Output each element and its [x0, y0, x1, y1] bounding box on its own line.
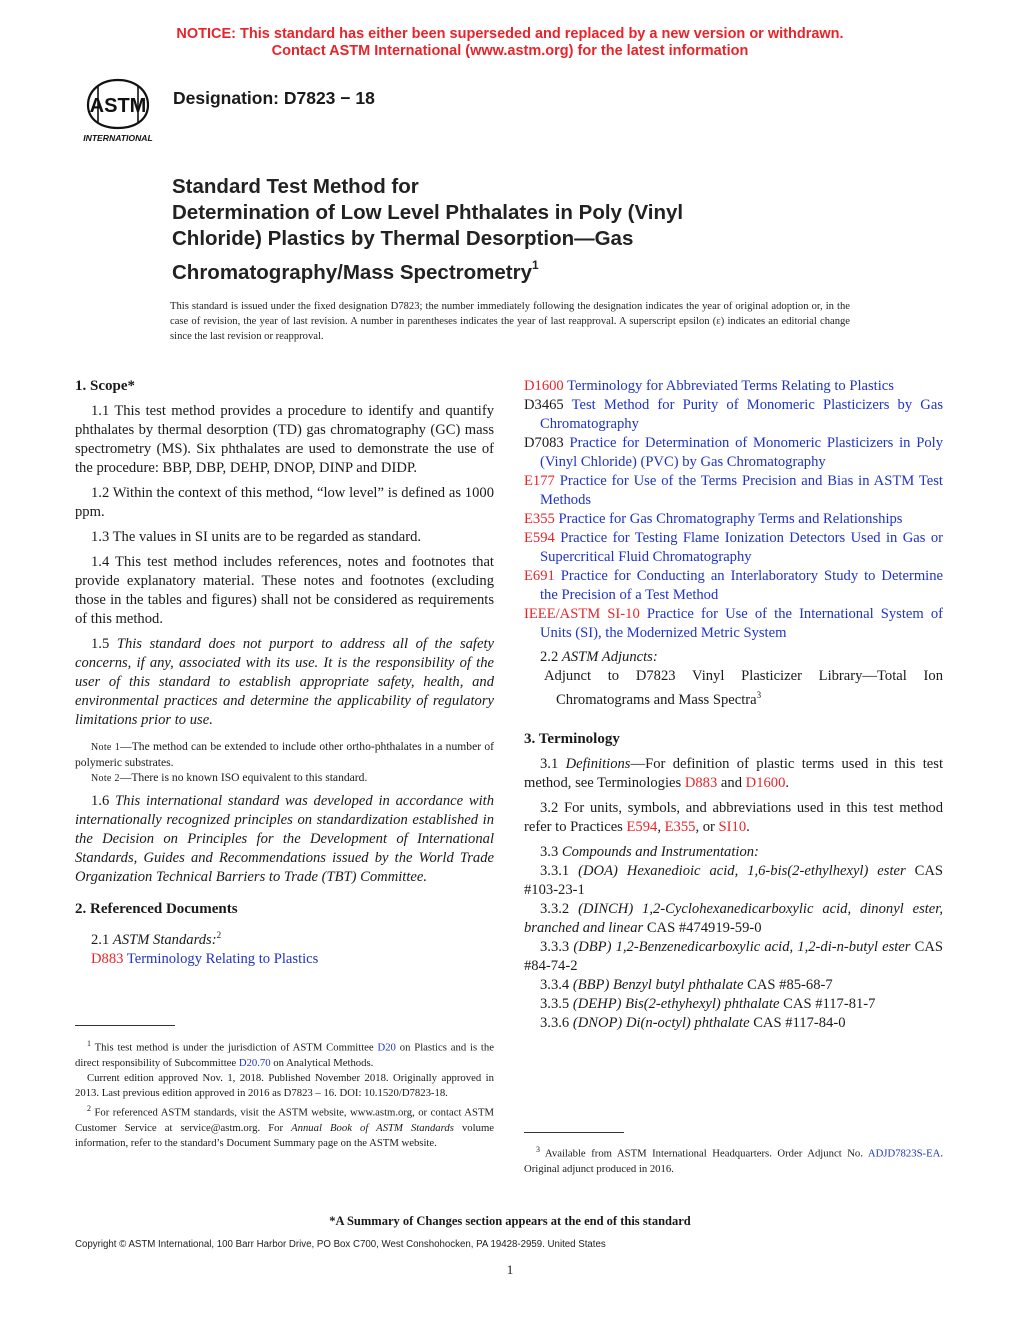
para-1-6-number: 1.6	[91, 793, 110, 809]
referenced-documents-list	[524, 377, 943, 643]
para-3-2-text-b: ,	[657, 818, 665, 835]
footnote-2	[75, 1101, 494, 1151]
para-3-1-term: Definitions	[565, 755, 631, 772]
title-line-1: Standard Test Method for	[172, 175, 419, 198]
compound-name: (DBP) 1,2-Benzenedicarboxylic acid, 1,2-di-n-butyl ester	[573, 938, 911, 955]
compound-cas: CAS #84-74-2	[524, 938, 944, 974]
adjunct-footnote-mark: 3	[756, 690, 762, 700]
reference-entry[interactable]	[524, 567, 943, 605]
notice-banner	[0, 26, 1020, 60]
compound-entry	[524, 976, 943, 995]
note-1-text: —The method can be extended to include other ortho-phthalates in a number of polymeric substrates.	[75, 740, 494, 769]
para-1-5-text: This standard does not purport to address all of the safety concerns, if any, associated with its use. It is the responsibility of the user of this standard to establish appropriate safety, health, and environmental practices and determine the applicability of regulatory limitations prior to use.	[75, 636, 494, 728]
compound-entry	[524, 862, 943, 900]
footnote-2-mark: 2	[87, 1104, 91, 1114]
para-1-2: 1.2 Within the context of this method, “low level” is defined as 1000 ppm.	[75, 485, 494, 520]
link-e355[interactable]: E355	[664, 818, 696, 835]
ref-title[interactable]: Test Method for Purity of Monomeric Plasticizers by Gas Chromatography	[540, 397, 943, 432]
link-e594[interactable]: E594	[626, 818, 658, 835]
link-d20[interactable]: D20	[377, 1041, 396, 1054]
section-heading-scope: 1. Scope*	[75, 378, 135, 394]
para-3-3-number: 3.3	[540, 843, 559, 860]
compound-cas: CAS #85-68-7	[747, 976, 833, 993]
adjunct-entry	[524, 667, 943, 710]
compound-number: 3.3.2	[540, 900, 570, 917]
para-1-5-number: 1.5	[91, 636, 110, 652]
link-adjunct[interactable]: ADJD7823S-EA	[867, 1147, 941, 1160]
ref-code[interactable]: D7083	[524, 435, 564, 451]
compound-number: 3.3.5	[540, 995, 570, 1012]
title-footnote-mark: 1	[531, 258, 539, 272]
reference-entry[interactable]	[524, 434, 943, 472]
link-d1600[interactable]: D1600	[745, 774, 786, 791]
para-2-2-text: ASTM Adjuncts:	[561, 649, 658, 665]
compound-list	[524, 862, 943, 1033]
para-3-1	[524, 755, 943, 793]
para-2-1	[75, 926, 494, 950]
ref-title[interactable]: Terminology for Abbreviated Terms Relating to Plastics	[567, 378, 894, 394]
ref-code[interactable]: IEEE/ASTM SI-10	[524, 606, 640, 622]
adjunct-text: Adjunct to D7823 Vinyl Plasticizer Library—Total Ion Chromatograms and Mass Spectra	[544, 668, 943, 708]
document-title	[172, 174, 872, 286]
notice-line-2: Contact ASTM International (www.astm.org) for the latest information	[271, 43, 749, 59]
reference-entry[interactable]	[524, 529, 943, 567]
ref-code[interactable]: D1600	[524, 378, 564, 394]
compound-number: 3.3.3	[540, 938, 570, 955]
para-1-3: 1.3 The values in SI units are to be regarded as standard.	[91, 529, 422, 545]
para-1-6	[75, 792, 494, 887]
compound-cas: CAS #117-84-0	[753, 1014, 846, 1031]
reference-entry[interactable]	[524, 377, 943, 396]
para-2-1-footnote-mark: 2	[216, 930, 222, 940]
reference-entry[interactable]	[524, 472, 943, 510]
para-3-1-text-b: and	[717, 774, 746, 791]
para-3-3	[524, 843, 943, 862]
link-d883[interactable]: D883	[684, 774, 718, 791]
ref-title[interactable]: Practice for Conducting an Interlaboratory Study to Determine the Precision of a Test Method	[540, 568, 944, 603]
compound-cas: CAS #474919-59-0	[646, 919, 762, 936]
left-column	[75, 377, 494, 969]
compound-entry	[524, 995, 943, 1014]
ref-code[interactable]: D883	[91, 950, 124, 967]
footnote-1-text-c: on Analytical Methods.	[270, 1056, 374, 1069]
section-heading-referenced: 2. Referenced Documents	[75, 901, 238, 917]
ref-title[interactable]: Practice for Determination of Monomeric Plasticizers in Poly (Vinyl Chloride) (PVC) by Gas Chromatography	[540, 435, 943, 470]
compound-entry	[524, 900, 943, 938]
footnote-3	[524, 1142, 943, 1177]
compound-entry	[524, 938, 943, 976]
para-2-1-text: ASTM Standards:	[112, 931, 217, 948]
footnote-separator-right	[524, 1132, 624, 1133]
link-d20-70[interactable]: D20.70	[238, 1056, 271, 1069]
issued-note: This standard is issued under the fixed designation D7823; the number immediately following the designation indicates the year of original adoption or, in the case of revision, the year of last revision. A number in parentheses indicates the year of last reapproval. A superscript epsilon (ε) indicates an editorial change since the last revision or reapproval.	[170, 301, 850, 342]
para-3-1-text-c: .	[785, 774, 790, 791]
footnote-1-text-a: This test method is under the jurisdiction of ASTM Committee	[91, 1041, 378, 1054]
ref-code[interactable]: D3465	[524, 397, 564, 413]
link-si10[interactable]: SI10	[718, 818, 747, 835]
summary-of-changes-note: *A Summary of Changes section appears at the end of this standard	[329, 1214, 691, 1228]
para-1-1: 1.1 This test method provides a procedure to identify and quantify phthalates by thermal desorption (TD) gas chromatography (GC) mass spectrometry (MS). Six phthalates are used to demonstrate the use of the procedure: BBP, DBP, DEHP, DNOP, DINP and DIDP.	[75, 403, 494, 476]
para-3-2-text-a: 3.2 For units, symbols, and abbreviations used in this test method refer to Practices	[524, 799, 943, 835]
note-1	[75, 739, 494, 770]
compound-cas: CAS #117-81-7	[783, 995, 876, 1012]
footnote-1-text-b: on Plastics and is the direct responsibility of Subcommittee	[75, 1041, 494, 1069]
note-2-label: Note 2	[91, 773, 120, 784]
astm-logo	[76, 74, 160, 144]
footnote-1	[75, 1036, 494, 1071]
para-2-2-number: 2.2	[540, 649, 559, 665]
compound-name: (DINCH) 1,2-Cyclohexanedicarboxylic acid, dinonyl ester, branched and linear	[524, 900, 943, 936]
compound-name: (DOA) Hexanedioic acid, 1,6-bis(2-ethylhexyl) ester	[578, 862, 906, 879]
note-2-text: —There is no known ISO equivalent to this standard.	[119, 771, 368, 784]
ref-code[interactable]: E691	[524, 568, 555, 584]
page-number: 1	[506, 1262, 514, 1277]
footnote-3-mark: 3	[536, 1145, 540, 1154]
ref-title[interactable]: Practice for Use of the Terms Precision and Bias in ASTM Test Methods	[540, 473, 943, 508]
compound-number: 3.3.6	[540, 1014, 570, 1031]
title-line-2: Determination of Low Level Phthalates in Poly (Vinyl	[172, 201, 684, 224]
compound-name: (DEHP) Bis(2-ethyhexyl) phthalate	[572, 995, 780, 1012]
compound-name: (BBP) Benzyl butyl phthalate	[572, 976, 744, 993]
para-3-1-text-a: —For definition of plastic terms used in this test method, see Terminologies	[524, 755, 943, 791]
para-3-2	[524, 799, 943, 837]
para-3-2-text-c: , or	[695, 818, 719, 835]
para-3-3-text: Compounds and Instrumentation:	[561, 843, 759, 860]
title-line-3: Chloride) Plastics by Thermal Desorption—Gas	[172, 227, 634, 250]
compound-entry	[524, 1014, 943, 1033]
footnotes-left	[75, 1036, 494, 1152]
footnote-1-edition: Current edition approved Nov. 1, 2018. Published November 2018. Originally approved in 2013. Last previous edition approved in 2016 as D7823 – 16. DOI: 10.1520/D7823-18.	[75, 1071, 494, 1100]
footnote-3-text-a: Available from ASTM International Headquarters. Order Adjunct No.	[540, 1147, 868, 1160]
para-3-2-text-d: .	[746, 818, 750, 835]
ref-title[interactable]: Practice for Use of the International System of Units (SI), the Modernized Metric System	[540, 606, 943, 641]
ref-title[interactable]: Practice for Gas Chromatography Terms and Relationships	[558, 511, 903, 527]
compound-cas: CAS #103-23-1	[524, 862, 943, 898]
footnote-3-text-b: . Original adjunct produced in 2016.	[524, 1147, 943, 1175]
ref-d883[interactable]	[75, 950, 494, 969]
title-line-4: Chromatography/Mass Spectrometry	[172, 261, 532, 284]
logo-word: ASTM	[89, 95, 147, 117]
ref-title[interactable]: Terminology Relating to Plastics	[126, 950, 319, 967]
para-1-6-text: This international standard was developed in accordance with internationally recognized principles on standardization established in the Decision on Principles for the Development of International Standards, Guides and Recommendations issued by the World Trade Organization Technical Barriers to Trade (TBT) Committee.	[75, 793, 495, 885]
ref-title[interactable]: Practice for Testing Flame Ionization Detectors Used in Gas or Supercritical Fluid Chromatography	[540, 530, 943, 565]
compound-number: 3.3.1	[540, 862, 570, 879]
ref-code[interactable]: E355	[524, 511, 555, 527]
para-2-1-number: 2.1	[91, 931, 110, 948]
para-3-1-number: 3.1	[540, 755, 559, 772]
footnote-2-text-b: volume information, refer to the standard’s Document Summary page on the ASTM website.	[75, 1122, 495, 1150]
para-1-4: 1.4 This test method includes references, notes and footnotes that provide explanatory material. These notes and footnotes (excluding those in the tables and figures) shall not be considered as requirements of this method.	[75, 554, 494, 627]
footnote-1-mark: 1	[87, 1039, 91, 1048]
footnote-2-italic: Annual Book of ASTM Standards	[291, 1122, 454, 1135]
compound-name: (DNOP) Di(n-octyl) phthalate	[572, 1014, 750, 1031]
compound-number: 3.3.4	[540, 976, 570, 993]
right-column	[524, 377, 943, 1033]
reference-entry[interactable]	[524, 510, 943, 529]
logo-subtitle: INTERNATIONAL	[83, 133, 153, 143]
designation: Designation: D7823 − 18	[173, 88, 375, 108]
reference-entry[interactable]	[524, 605, 943, 643]
section-heading-terminology: 3. Terminology	[524, 730, 620, 747]
reference-entry[interactable]	[524, 396, 943, 434]
ref-code[interactable]: E177	[524, 473, 555, 489]
ref-code[interactable]: E594	[524, 530, 555, 546]
notice-line-1: NOTICE: This standard has either been superseded and replaced by a new version or withdrawn.	[176, 26, 844, 42]
para-2-2	[524, 648, 943, 667]
footnote-2-text-a: For referenced ASTM standards, visit the ASTM website, www.astm.org, or contact ASTM Customer Service at service@astm.org. For	[75, 1106, 494, 1135]
footnote-separator-left	[75, 1025, 175, 1026]
copyright-line: Copyright © ASTM International, 100 Barr Harbor Drive, PO Box C700, West Conshohocken, PA 19428-2959. United States	[75, 1239, 606, 1250]
para-1-5	[75, 635, 494, 730]
note-2	[75, 770, 494, 786]
note-1-label: Note 1	[91, 742, 121, 753]
